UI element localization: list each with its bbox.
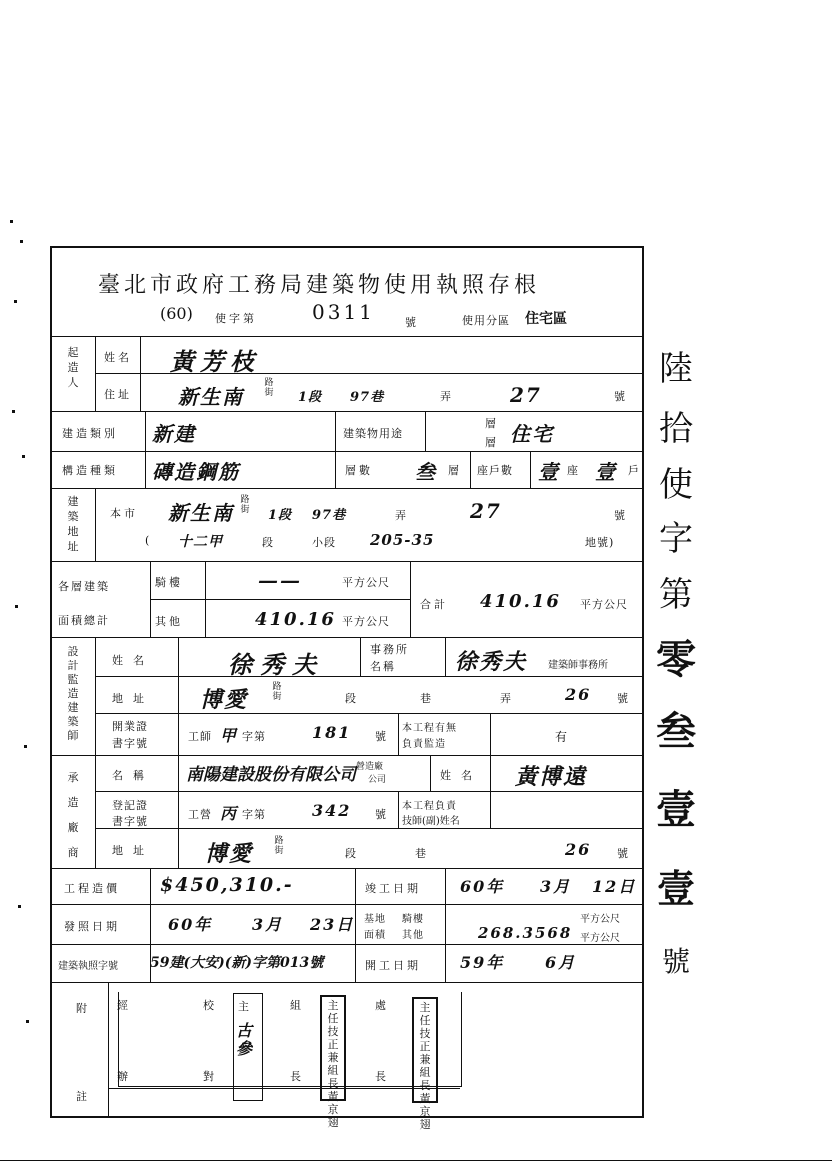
site-lot-village: 段 (262, 536, 276, 549)
zone-value: 住宅區 (525, 311, 567, 327)
applicant-number-suffix: 號 (614, 390, 628, 403)
architect-reg-suffix: 號 (375, 730, 389, 743)
applicant-road-suffix: 路街 (264, 378, 274, 398)
side-stamp-char-6: 零 (656, 636, 696, 683)
issue-label: 發照日期 (64, 920, 120, 933)
license-word-label: 使字第 (215, 312, 257, 325)
floors-label: 層數 (345, 464, 373, 477)
total-area-label: 合計 (420, 598, 448, 611)
start-month: 6月 (545, 953, 577, 972)
cost-label: 工程造價 (64, 882, 120, 895)
architect-road: 博愛 (200, 687, 249, 713)
sign-label-handler-1: 經 (117, 999, 131, 1012)
sign-label-director-2: 長 (375, 1070, 389, 1083)
official-stamp-2: 主任技正兼組長黃京翅 (412, 997, 438, 1103)
completion-label: 竣工日期 (365, 882, 421, 895)
notes-label-1: 附 (76, 1002, 90, 1015)
land-area-label-1: 基地 (364, 914, 386, 925)
area-group-label-2: 面積總計 (58, 614, 110, 627)
land-other-value: 268.3568 (478, 924, 573, 942)
applicant-address-label: 住址 (104, 388, 132, 401)
applicant-road: 新生南 (178, 385, 244, 409)
land-pavilion-unit: 平方公尺 (580, 914, 620, 925)
total-area-value: 410.16 (480, 591, 561, 612)
contractor-number: 26 (565, 840, 592, 859)
architect-number-suffix: 號 (617, 692, 631, 705)
notes-label-2: 註 (76, 1090, 90, 1103)
contractor-address-label: 地址 (112, 844, 154, 857)
contractor-reg-prefix: 工營 (188, 808, 212, 821)
supervise-label-2: 負責監造 (402, 739, 446, 750)
contractor-person-label: 姓名 (440, 769, 482, 782)
site-road-suffix: 路街 (240, 495, 250, 515)
side-stamp-char-10: 號 (661, 945, 690, 978)
contractor-reg-word-suffix: 字第 (242, 808, 266, 821)
households-value: 壹 (538, 460, 560, 484)
architect-road-suffix: 路街 (272, 682, 282, 702)
use-floor-label-2: 層 (485, 436, 499, 449)
floors-unit: 層 (448, 464, 462, 477)
official-stamp-1: 主任技正兼組長黃京翅 (320, 995, 346, 1101)
contractor-name-suffix-1: 營造廠 (356, 762, 384, 772)
pavilion-unit: 平方公尺 (342, 576, 390, 589)
applicant-name-value: 黃芳枝 (170, 347, 260, 376)
architect-alley: 弄 (500, 692, 514, 705)
households-unit-2: 戶 (628, 464, 642, 477)
architect-name-label: 姓名 (112, 654, 154, 667)
use-value: 住宅 (510, 422, 554, 446)
pavilion-label: 騎樓 (155, 576, 183, 589)
license-number: 0311 (312, 300, 375, 324)
architect-reg-word: 甲 (220, 726, 239, 745)
completion-day: 12日 (592, 877, 637, 896)
contractor-reg-label-1: 登記證 (112, 799, 148, 812)
seal-char: 主 (238, 1000, 252, 1013)
license-number-suffix: 號 (405, 316, 419, 329)
contractor-reg-label-2: 書字號 (112, 815, 148, 828)
contractor-lane: 巷 (415, 847, 429, 860)
architect-number: 26 (565, 685, 592, 704)
architect-group-label: 設計監造建築師 (67, 645, 79, 742)
side-stamp-char-4: 字 (659, 519, 693, 559)
site-lot-subsection: 小段 (312, 536, 336, 549)
contractor-reg-suffix: 號 (375, 808, 389, 821)
contractor-number-suffix: 號 (617, 847, 631, 860)
seal-signature: 古參 (236, 1021, 253, 1058)
applicant-lane: 97巷 (350, 390, 385, 405)
contractor-section: 段 (345, 847, 359, 860)
architect-reg-number: 181 (312, 723, 352, 742)
engineer-label-2: 技師(副)姓名 (402, 816, 460, 827)
side-stamp-char-2: 拾 (659, 409, 693, 449)
completion-month: 3月 (540, 877, 572, 896)
households-unit-1: 座 (567, 464, 581, 477)
pavilion-value: —— (258, 568, 302, 592)
use-label: 建築物用途 (343, 427, 403, 440)
applicant-alley: 弄 (440, 390, 454, 403)
other-area-unit: 平方公尺 (342, 615, 390, 628)
completion-year: 60年 (460, 877, 505, 896)
side-stamp-char-3: 使 (659, 465, 693, 505)
office-label-1: 事務所 (370, 643, 409, 656)
land-pavilion-label: 騎樓 (402, 914, 424, 925)
architect-name-value: 徐秀夫 (228, 650, 324, 679)
architect-lane: 巷 (420, 692, 434, 705)
site-section: 1段 (268, 508, 293, 523)
architect-reg-word-suffix: 字第 (242, 730, 266, 743)
area-group-label-1: 各層建築 (58, 580, 110, 593)
sign-label-handler-2: 辦 (117, 1070, 131, 1083)
permit-value: 59建(大安)(新)字第013號 (150, 955, 324, 971)
site-lot-open: ( (145, 534, 153, 547)
cost-value: $450,310.- (160, 874, 294, 896)
side-stamp-char-9: 壹 (656, 866, 695, 911)
start-label: 開工日期 (365, 959, 421, 972)
contractor-name-suffix-2: 公司 (368, 775, 387, 785)
contractor-name-value: 南陽建設股份有限公司 (186, 765, 356, 785)
sign-label-chief-1: 組 (290, 999, 304, 1012)
applicant-group-label: 起造人 (67, 346, 79, 389)
floors-value: 叁 (415, 460, 437, 484)
side-stamp-char-1: 陸 (659, 349, 693, 389)
site-lane: 97巷 (312, 508, 347, 523)
site-road: 新生南 (168, 501, 234, 525)
site-alley: 弄 (395, 509, 409, 522)
contractor-road-suffix: 路街 (274, 836, 284, 856)
site-number: 27 (470, 499, 502, 523)
contractor-reg-word: 丙 (220, 804, 239, 823)
other-area-value: 410.16 (255, 609, 336, 630)
zone-label: 使用分區 (462, 314, 510, 327)
issue-month: 3月 (252, 915, 284, 934)
other-area-label: 其他 (155, 615, 183, 628)
structure-label: 構造種類 (62, 464, 118, 477)
use-floor-label: 層 (485, 417, 499, 430)
document-title: 臺北市政府工務局建築物使用執照存根 (98, 273, 541, 298)
contractor-person-value: 黃博遠 (515, 764, 588, 790)
category-value: 新建 (152, 422, 196, 446)
sign-label-director-1: 處 (375, 999, 389, 1012)
contractor-name-label: 名稱 (112, 769, 154, 782)
applicant-section: 1段 (298, 390, 323, 405)
architect-address-label: 地址 (112, 692, 154, 705)
sign-label-check-1: 校 (203, 999, 217, 1012)
license-year: (60) (160, 304, 193, 323)
site-group-label: 建築地址 (67, 495, 79, 553)
contractor-road: 博愛 (205, 841, 254, 867)
category-label: 建造類別 (62, 427, 118, 440)
applicant-number: 27 (510, 383, 542, 407)
land-area-label-2: 面積 (364, 930, 386, 941)
households-label: 座戶數 (477, 464, 513, 477)
engineer-label-1: 本工程負責 (402, 801, 457, 812)
structure-value: 磚造鋼筋 (152, 460, 240, 484)
permit-label: 建築執照字號 (58, 961, 118, 972)
land-other-unit: 平方公尺 (580, 933, 620, 944)
side-stamp-char-7: 叁 (656, 708, 696, 755)
sign-label-chief-2: 長 (290, 1070, 304, 1083)
total-area-unit: 平方公尺 (580, 598, 628, 611)
site-lot-number: 205-35 (370, 531, 435, 549)
office-suffix: 建築師事務所 (548, 660, 608, 671)
site-number-suffix: 號 (614, 509, 628, 522)
applicant-name-label: 姓名 (104, 351, 132, 364)
contractor-group-label: 承造廠商 (67, 771, 79, 859)
households-value-2: 壹 (595, 460, 617, 484)
issue-day: 23日 (310, 915, 355, 934)
sign-label-check-2: 對 (203, 1070, 217, 1083)
side-stamp-char-5: 第 (659, 575, 693, 615)
architect-section: 段 (345, 692, 359, 705)
architect-reg-prefix: 工師 (188, 730, 212, 743)
issue-year: 60年 (168, 915, 213, 934)
site-lot-section: 十二甲 (178, 534, 223, 550)
supervise-label-1: 本工程有無 (402, 723, 457, 734)
side-stamp-char-8: 壹 (656, 786, 696, 833)
office-label-2: 名稱 (370, 660, 396, 673)
supervise-value: 有 (555, 730, 571, 744)
contractor-reg-number: 342 (312, 801, 352, 820)
office-value: 徐秀夫 (455, 649, 528, 675)
site-city: 本市 (110, 507, 138, 520)
start-year: 59年 (460, 953, 505, 972)
land-other-label: 其他 (402, 930, 424, 941)
site-lot-suffix: 地號) (585, 536, 615, 549)
architect-reg-label-2: 書字號 (112, 737, 148, 750)
architect-reg-label-1: 開業證 (112, 720, 148, 733)
